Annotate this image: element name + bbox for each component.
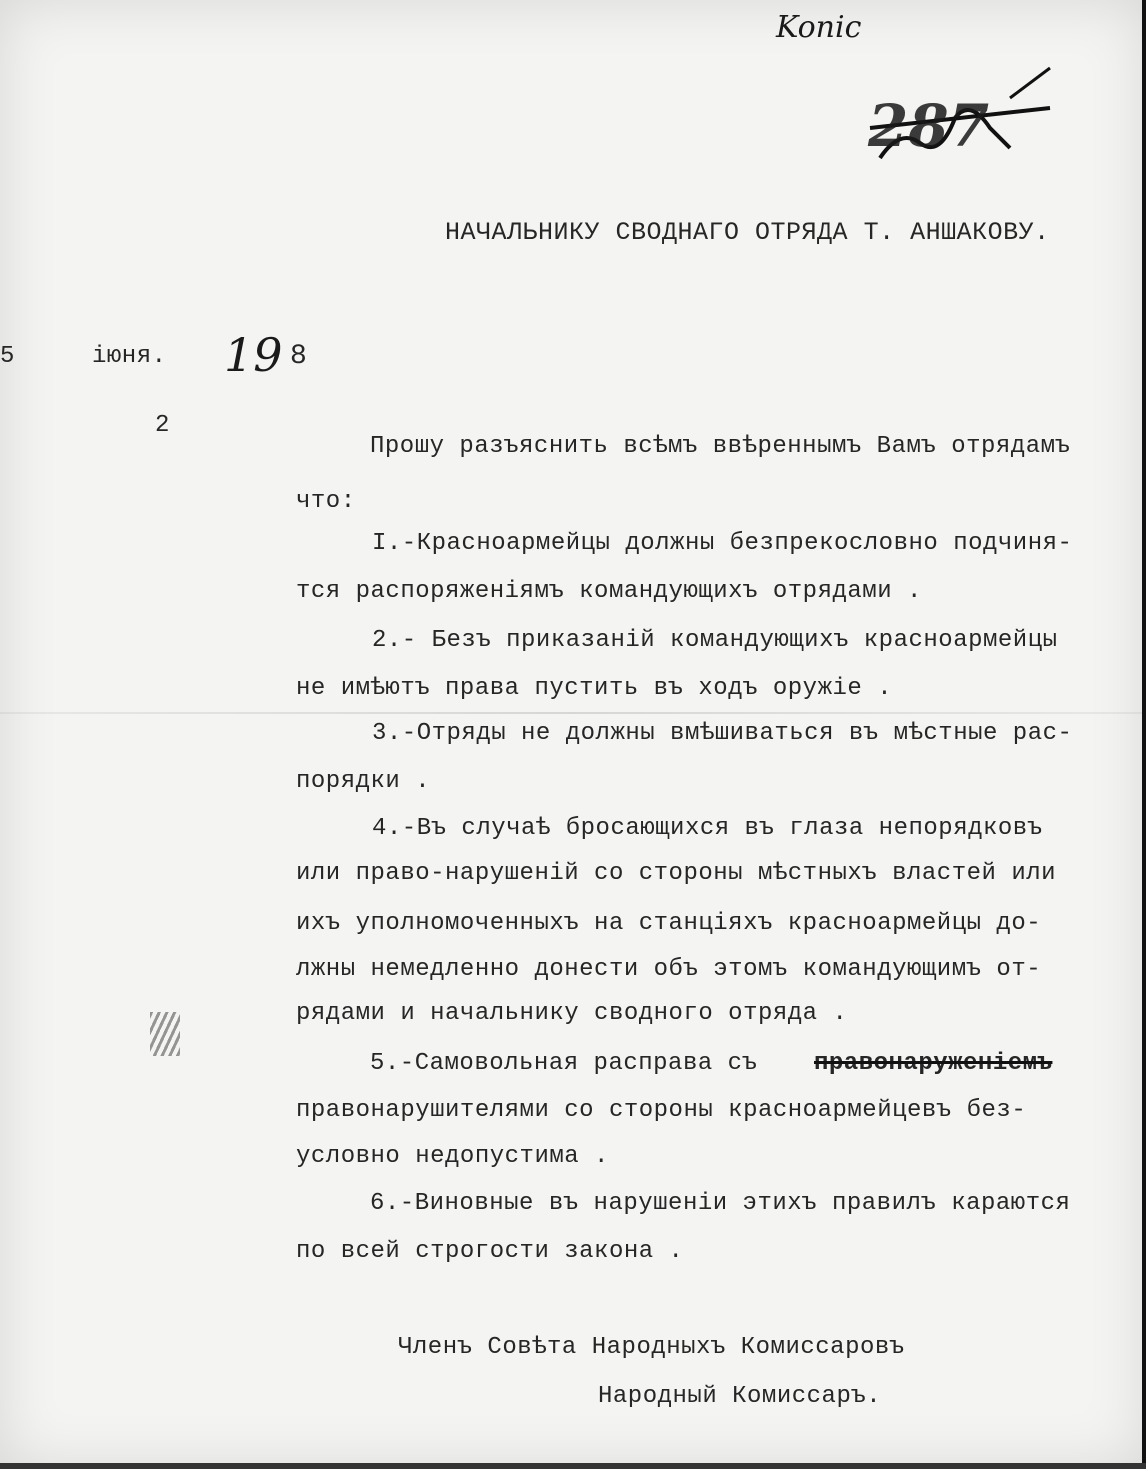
date-day-fragment: 5 xyxy=(0,343,15,370)
body-line-8: порядки . xyxy=(296,768,431,795)
body-line-4: тся распоряженіямъ командующихъ отрядами . xyxy=(296,578,922,605)
body-line-9: 4.-Въ случаѣ бросающихся въ глаза непорядковъ xyxy=(372,815,1043,842)
handwritten-top-note: Konic xyxy=(776,10,862,45)
addressee-heading: НАЧАЛЬНИКУ СВОДНАГО ОТРЯДА Т. АНШАКОВУ. xyxy=(445,218,1050,247)
body-line-2: что: xyxy=(296,488,356,515)
handwritten-year: 19 xyxy=(224,328,283,382)
body-line-7: 3.-Отряды не должны вмѣшиваться въ мѣстные рас- xyxy=(372,720,1073,747)
signature-line-1: Членъ Совѣта Народныхъ Комиссаровъ xyxy=(398,1334,905,1361)
struck-out-word: правонаруженіемъ xyxy=(814,1050,1053,1077)
body-line-11: ихъ уполномоченныхъ на станціяхъ красноармейцы до- xyxy=(296,910,1042,937)
body-line-13: рядами и начальнику сводного отряда . xyxy=(296,1000,848,1027)
date-number-below: 2 xyxy=(155,412,170,439)
body-line-17: 6.-Виновные въ нарушеніи этихъ правилъ караются xyxy=(370,1190,1071,1217)
body-line-12: лжны немедленно донести объ этомъ командующимъ от- xyxy=(296,956,1042,983)
handwritten-number: 287 xyxy=(868,92,990,160)
body-line-10: или право-нарушеній со стороны мѣстныхъ властей или xyxy=(296,860,1057,887)
body-line-6: не имѣютъ права пустить въ ходъ оружіе . xyxy=(296,675,893,702)
signature-line-2: Народный Комиссаръ. xyxy=(598,1383,882,1410)
date-year-suffix: 8 xyxy=(290,341,308,372)
paper-fold-line xyxy=(0,712,1146,714)
scan-edge xyxy=(1142,0,1146,1469)
body-line-14: 5.-Самовольная расправа съ xyxy=(370,1050,758,1077)
body-line-5: 2.- Безъ приказаній командующихъ красноармейцы xyxy=(372,627,1058,654)
body-line-3: I.-Красноармейцы должны безпрекословно подчиня- xyxy=(372,530,1073,557)
body-line-1: Прошу разъяснить всѣмъ ввѣреннымъ Вамъ отрядамъ xyxy=(370,433,1071,460)
scan-edge-bottom xyxy=(0,1463,1146,1469)
body-line-18: по всей строгости закона . xyxy=(296,1238,684,1265)
margin-scribble-mark xyxy=(150,1012,180,1056)
body-line-16: условно недопустима . xyxy=(296,1143,609,1170)
date-month: іюня. xyxy=(92,343,167,370)
body-line-15: правонарушителями со стороны красноармейцевъ без- xyxy=(296,1097,1027,1124)
